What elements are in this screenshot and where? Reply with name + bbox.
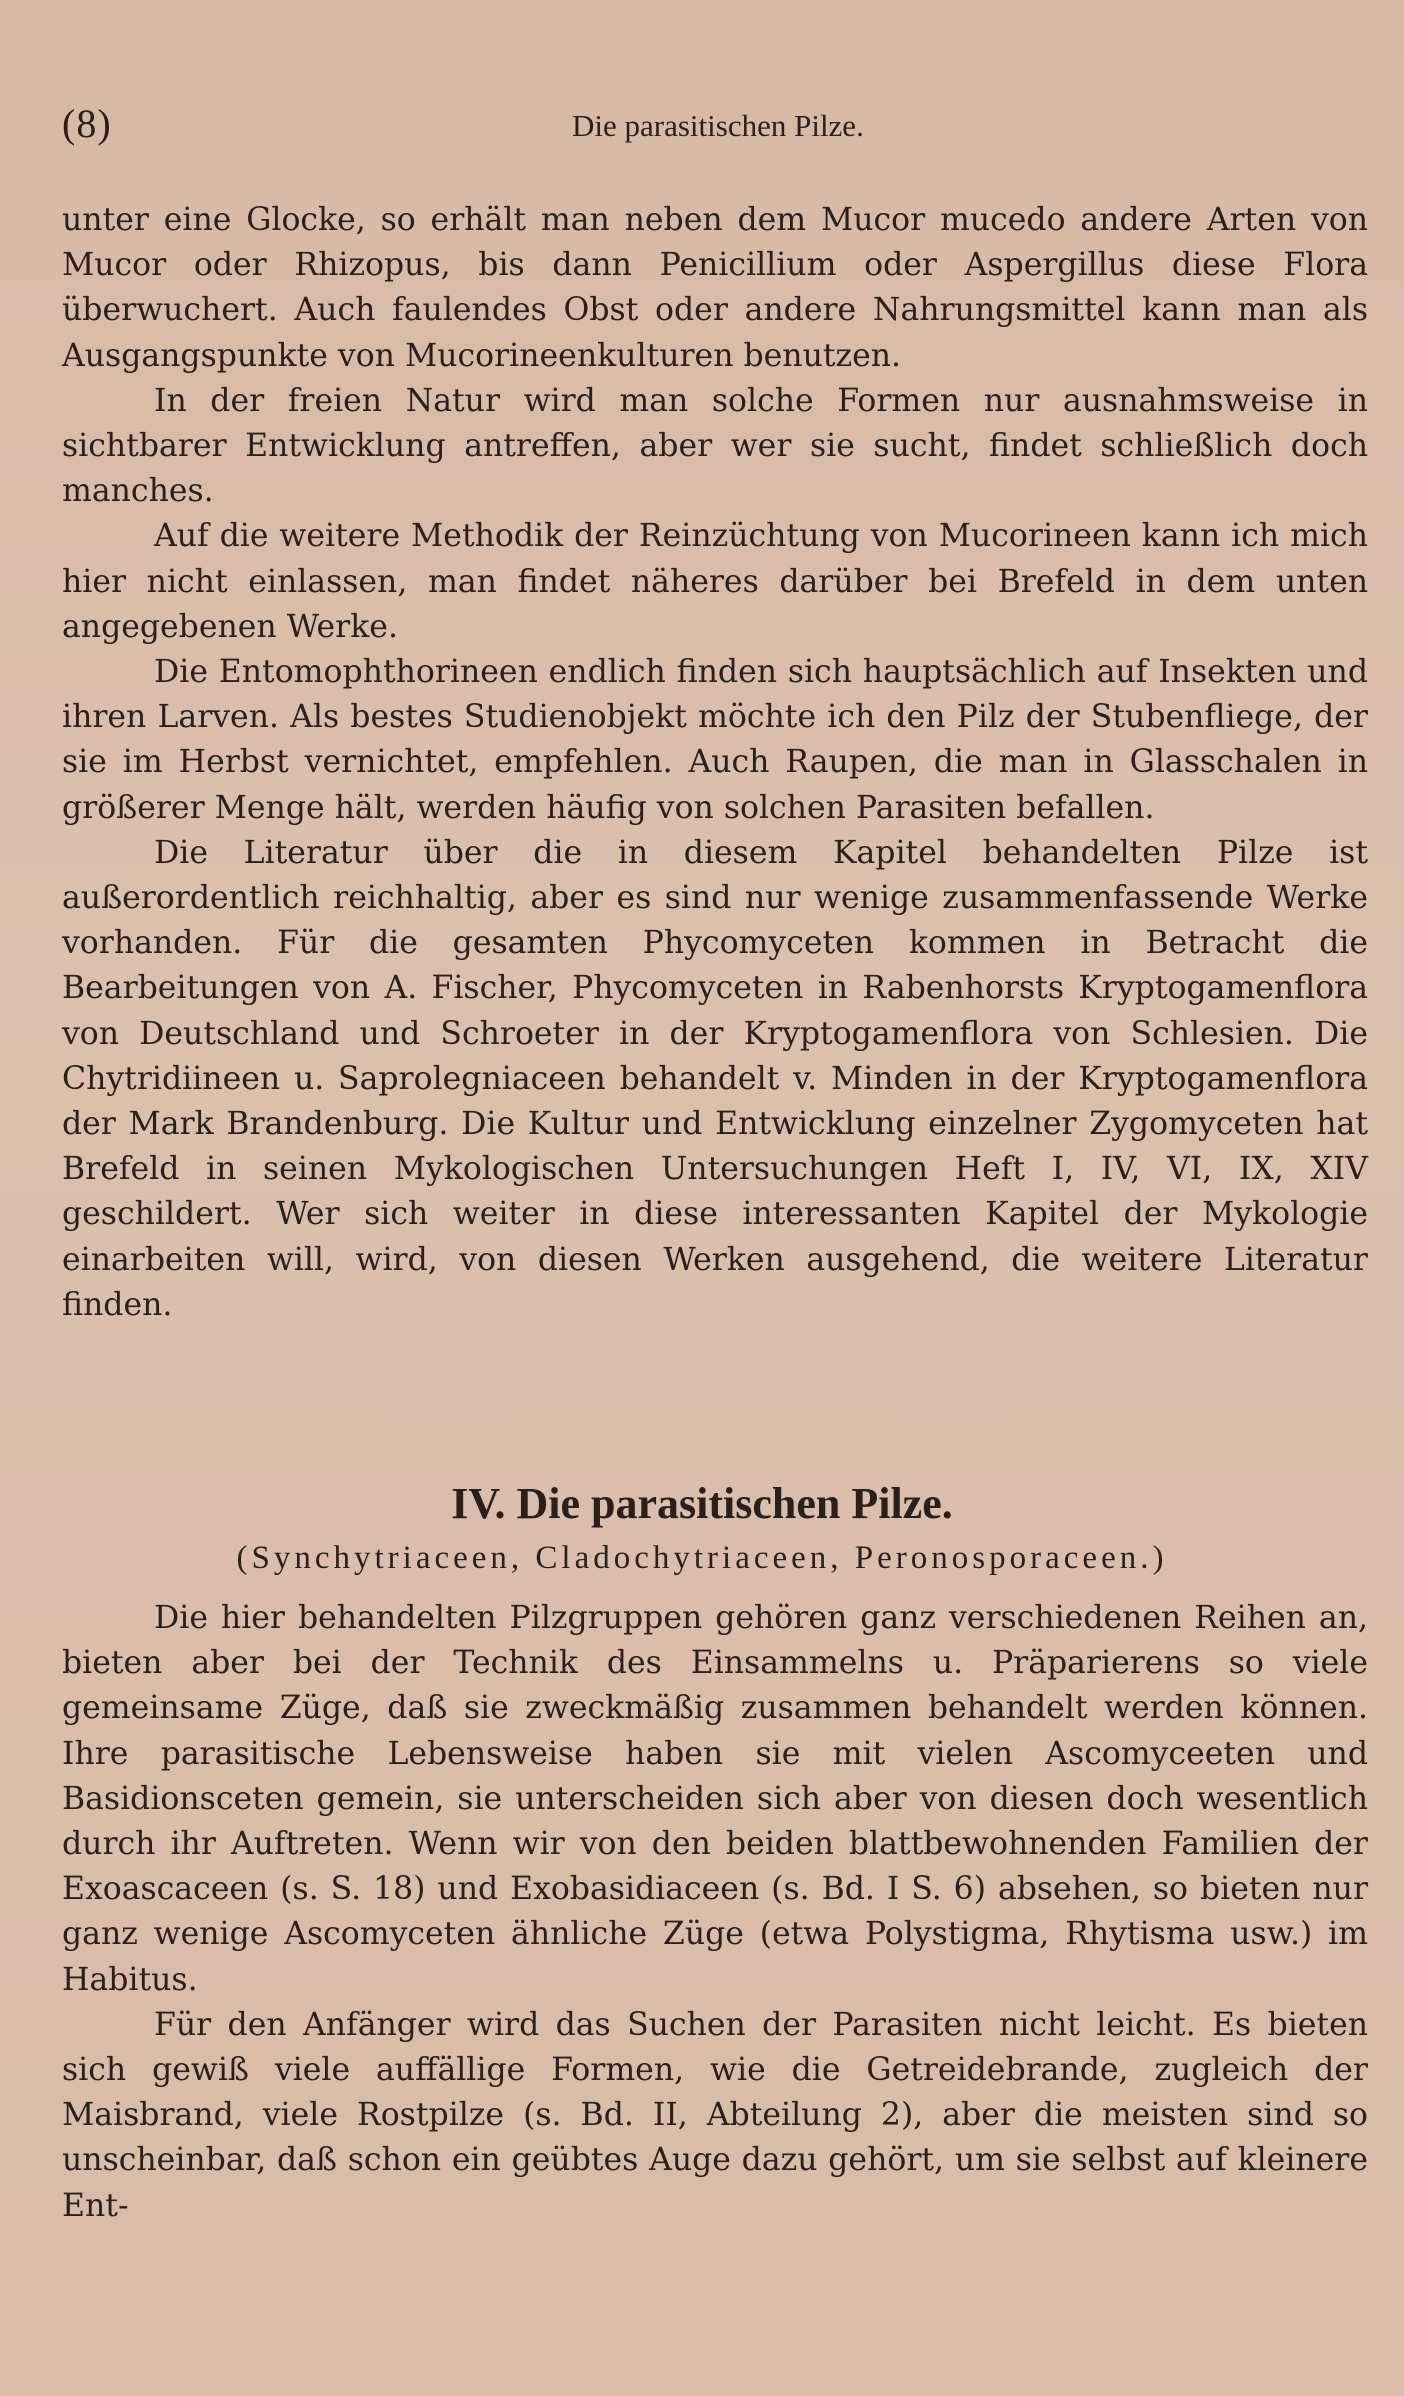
paragraph: Die Entomophthorineen endlich finden sich hauptsächlich auf Insekten und ihren Larven. Als bestes Studienobjekt möchte ich den Pilz der Stubenfliege, der sie im Herbst vernichtet, empfehlen. Auch Raupen, die man in Glasschalen in größerer Menge hält, werden häufig von solchen Parasiten befallen. — [62, 654, 1368, 826]
paragraph: Die hier behandelten Pilzgruppen gehören ganz verschiedenen Reihen an, bieten aber bei der Technik des Einsammelns u. Präparierens so viele gemeinsame Züge, daß sie zweckmäßig zusammen behandelt werden können. Ihre parasitische Lebensweise haben sie mit vielen Ascomyceeten und Basidionsceten gemein, sie unterscheiden sich aber von diesen doch wesentlich durch ihr Auftreten. Wenn wir von den beiden blattbewohnenden Familien der Exoascaceen (s. S. 18) und Exobasidiaceen (s. Bd. I S. 6) absehen, so bieten nur ganz wenige Ascomyceten ähnliche Züge (etwa Polystigma, Rhytisma usw.) im Habitus. — [62, 1600, 1368, 1998]
text-block-bottom — [62, 1596, 1368, 2229]
page-number: (8) — [62, 101, 112, 146]
paragraph: Die Literatur über die in diesem Kapitel behandelten Pilze ist außerordentlich reichhaltig, aber es sind nur wenige zusammenfassende Werke vorhanden. Für die gesamten Phycomyceten kommen in Betracht die Bearbeitungen von A. Fischer, Phycomyceten in Rabenhorsts Kryptogamenflora von Deutschland und Schroeter in der Kryptogamenflora von Schlesien. Die Chytridiineen u. Saprolegniaceen behandelt v. Minden in der Kryptogamenflora der Mark Brandenburg. Die Kultur und Entwicklung einzelner Zygomyceten hat Brefeld in seinen Mykologischen Untersuchungen Heft I, IV, VI, IX, XIV geschildert. Wer sich weiter in diese interessanten Kapitel der Mykologie einarbeiten will, wird, von diesen Werken ausgehend, die weitere Literatur finden. — [62, 834, 1368, 1323]
paragraph: In der freien Natur wird man solche Formen nur ausnahmsweise in sichtbarer Entwicklung antreffen, aber wer sie sucht, findet schließlich doch manches. — [62, 382, 1368, 510]
page-header — [62, 100, 1342, 160]
section-subtitle: (Synchytriaceen, Cladochytriaceen, Peronosporaceen.) — [236, 1540, 1168, 1576]
paragraph: Für den Anfänger wird das Suchen der Parasiten nicht leicht. Es bieten sich gewiß viele auffällige Formen, wie die Getreidebrande, zugleich der Maisbrand, viele Rostpilze (s. Bd. II, Abteilung 2), aber die meisten sind so unscheinbar, daß schon ein geübtes Auge dazu gehört, um sie selbst auf kleinere Ent- — [62, 2006, 1368, 2224]
paragraph: unter eine Glocke, so erhält man neben dem Mucor mucedo andere Arten von Mucor oder Rhizopus, bis dann Penicillium oder Aspergillus diese Flora überwuchert. Auch faulendes Obst oder andere Nahrungsmittel kann man als Ausgangspunkte von Mucorineenkulturen benutzen. — [62, 202, 1368, 374]
section-title: IV. Die parasitischen Pilze. — [451, 1479, 953, 1528]
running-head: Die parasitischen Pilze. — [572, 108, 864, 143]
text-block-top — [62, 198, 1368, 1328]
paragraph: Auf die weitere Methodik der Reinzüchtung von Mucorineen kann ich mich hier nicht einlassen, man findet näheres darüber bei Brefeld in dem unten angegebenen Werke. — [62, 518, 1368, 645]
